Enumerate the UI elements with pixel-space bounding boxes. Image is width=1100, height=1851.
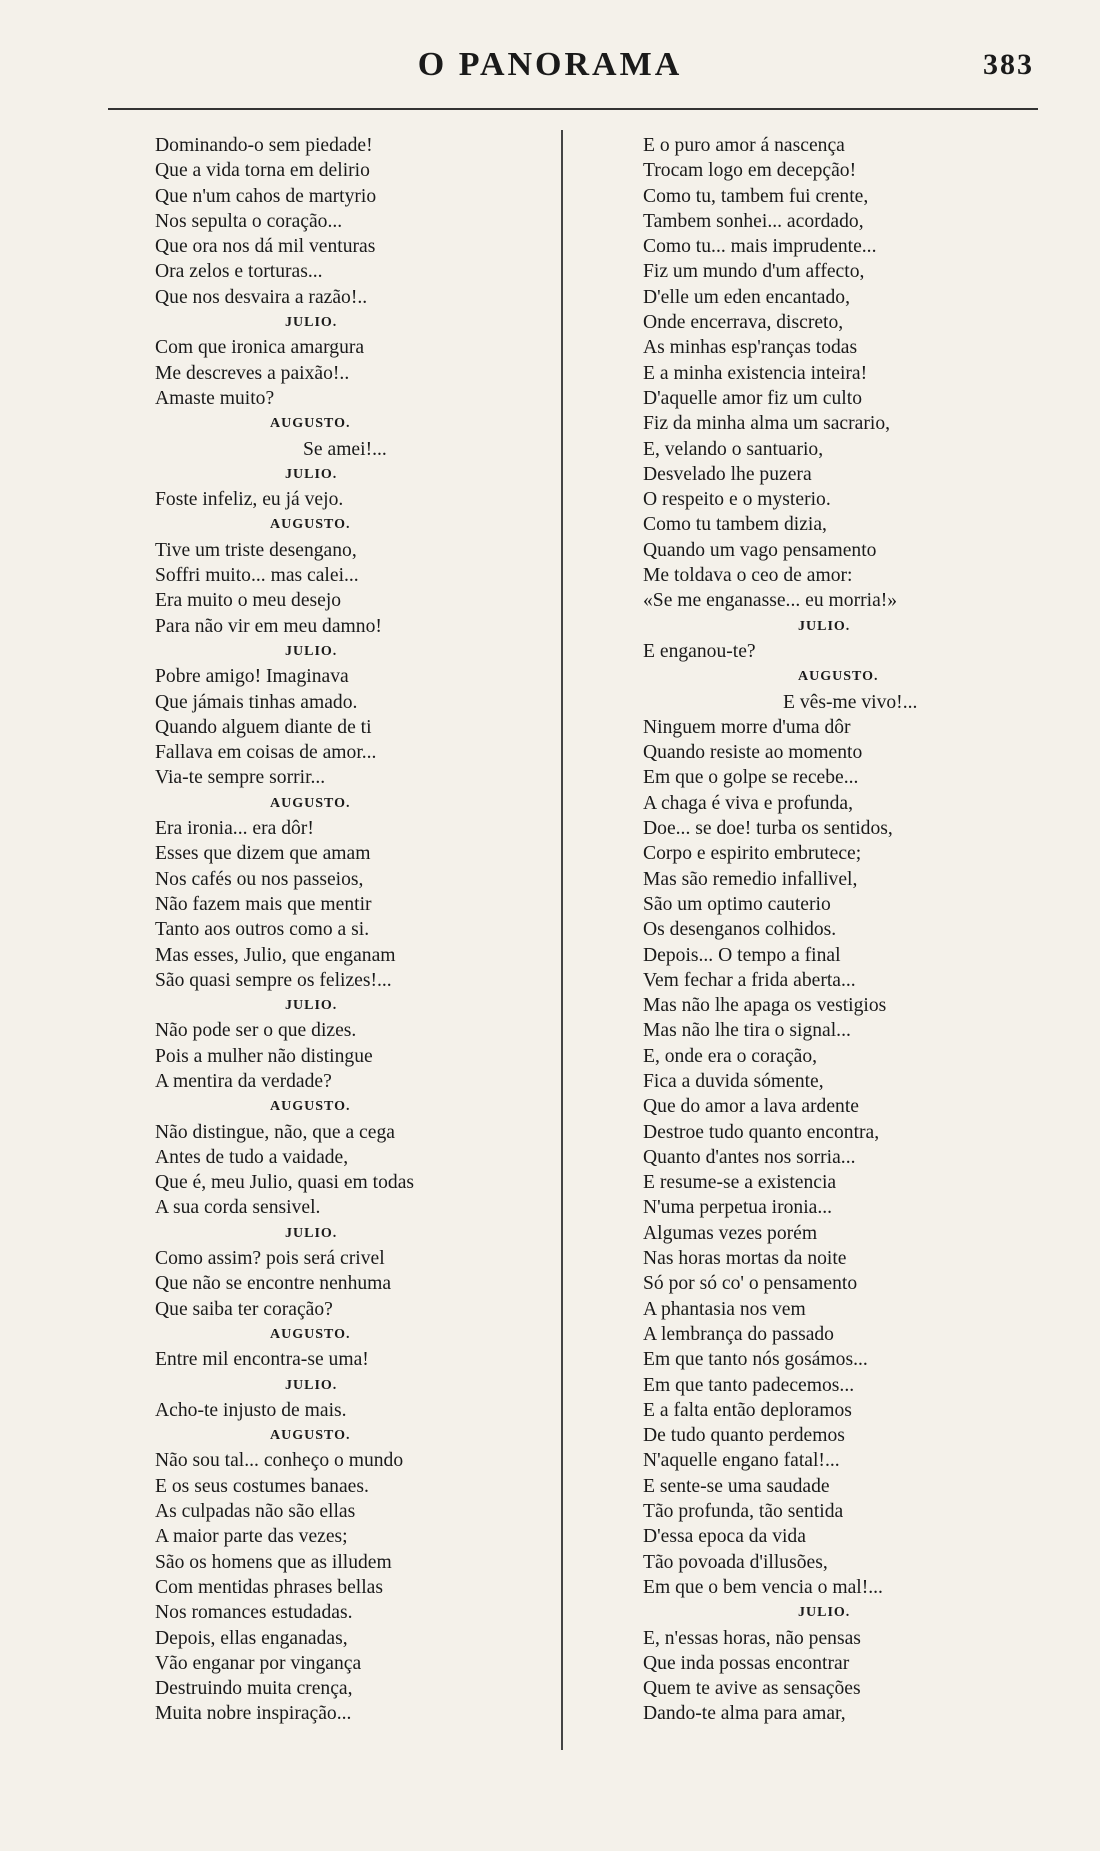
- verse-line: E, velando o santuario,: [643, 438, 824, 460]
- verse-line: Era muito o meu desejo: [155, 590, 342, 612]
- verse-line: Quando alguem diante de ti: [155, 716, 372, 738]
- speaker-label: AUGUSTO.: [270, 416, 351, 432]
- verse-line: Destroe tudo quanto encontra,: [643, 1121, 880, 1143]
- verse-line: Que saiba ter coração?: [155, 1298, 333, 1320]
- verse-line: Em que o bem vencia o mal!...: [643, 1576, 883, 1598]
- verse-line: Trocam logo em decepção!: [643, 160, 857, 182]
- verse-line: De tudo quanto perdemos: [643, 1425, 845, 1447]
- verse-line: Que é, meu Julio, quasi em todas: [155, 1172, 415, 1194]
- verse-line: Em que tanto nós gosámos...: [643, 1349, 868, 1371]
- verse-line: A lembrança do passado: [643, 1323, 834, 1345]
- verse-line: Dominando-o sem piedade!: [155, 135, 373, 156]
- verse-line: Os desenganos colhidos.: [643, 919, 837, 941]
- verse-line: Via-te sempre sorrir...: [155, 767, 326, 789]
- speaker-label: JULIO.: [285, 315, 338, 331]
- verse-line: E sente-se uma saudade: [643, 1475, 830, 1497]
- speaker-label: AUGUSTO.: [270, 1326, 351, 1342]
- speaker-label: JULIO.: [285, 466, 338, 482]
- verse-line: Mas esses, Julio, que enganam: [155, 944, 396, 966]
- verse-line: Que ora nos dá mil venturas: [155, 236, 376, 258]
- verse-line: Não distingue, não, que a cega: [155, 1121, 395, 1143]
- verse-line: Tão profunda, tão sentida: [643, 1501, 844, 1523]
- page-title: O PANORAMA: [417, 46, 683, 83]
- verse-line: As culpadas não são ellas: [155, 1501, 356, 1523]
- verse-line: Fiz da minha alma um sacrario,: [643, 413, 891, 435]
- column-divider: [561, 130, 563, 1750]
- verse-line: Quando um vago pensamento: [643, 539, 877, 561]
- verse-line: Como tu, tambem fui crente,: [643, 185, 869, 207]
- verse-line: Ninguem morre d'uma dôr: [643, 716, 851, 738]
- verse-line: Só por só co' o pensamento: [643, 1273, 858, 1295]
- speaker-label: AUGUSTO.: [270, 1428, 351, 1444]
- verse-line: Em que o golpe se recebe...: [643, 767, 859, 789]
- verse-line: Me toldava o ceo de amor:: [643, 565, 853, 587]
- verse-line: Acho-te injusto de mais.: [155, 1399, 347, 1421]
- verse-line: Soffri muito... mas calei...: [155, 565, 359, 587]
- verse-line: Doe... se doe! turba os sentidos,: [643, 818, 893, 840]
- verse-line: Com que ironica amargura: [155, 337, 365, 359]
- page-number: 383: [983, 48, 1034, 81]
- verse-line: N'uma perpetua ironia...: [643, 1197, 833, 1219]
- verse-line: Quem te avive as sensações: [643, 1678, 861, 1700]
- verse-line: Como tu... mais imprudente...: [643, 236, 877, 258]
- verse-line: Depois... O tempo a final: [643, 944, 841, 966]
- verse-line: O respeito e o mysterio.: [643, 489, 831, 511]
- verse-line: A sua corda sensivel.: [155, 1197, 321, 1219]
- speaker-label: AUGUSTO.: [270, 517, 351, 533]
- verse-line: Não sou tal... conheço o mundo: [155, 1450, 404, 1472]
- verse-line: Me descreves a paixão!..: [155, 362, 350, 384]
- verse-line: Desvelado lhe puzera: [643, 463, 812, 485]
- speaker-label: AUGUSTO.: [798, 669, 879, 685]
- verse-line: Que não se encontre nenhuma: [155, 1273, 392, 1295]
- verse-line: D'essa epoca da vida: [643, 1526, 806, 1548]
- header-rule: [108, 108, 1038, 110]
- verse-line: A maior parte das vezes;: [155, 1526, 348, 1548]
- verse-line: As minhas esp'ranças todas: [643, 337, 858, 359]
- verse-line: «Se me enganasse... eu morria!»: [643, 590, 898, 612]
- verse-line: Ora zelos e torturas...: [155, 261, 323, 283]
- verse-line: Não pode ser o que dizes.: [155, 1020, 357, 1042]
- verse-line: Corpo e espirito embrutece;: [643, 843, 862, 865]
- verse-line: Que inda possas encontrar: [643, 1652, 850, 1674]
- verse-line: Tive um triste desengano,: [155, 539, 357, 561]
- verse-line: Fica a duvida sómente,: [643, 1070, 824, 1092]
- verse-line: Quando resiste ao momento: [643, 742, 863, 764]
- verse-line: Para não vir em meu damno!: [155, 615, 382, 637]
- speaker-label: AUGUSTO.: [270, 795, 351, 811]
- verse-line: Não fazem mais que mentir: [155, 893, 372, 915]
- verse-line: Como tu tambem dizia,: [643, 514, 827, 536]
- verse-line: Que do amor a lava ardente: [643, 1096, 859, 1118]
- left-column: [155, 133, 555, 1727]
- speaker-label: JULIO.: [285, 1225, 338, 1241]
- verse-line: Era ironia... era dôr!: [155, 818, 314, 840]
- verse-line: Que nos desvaira a razão!..: [155, 286, 368, 308]
- verse-line: E a falta então deploramos: [643, 1399, 852, 1421]
- verse-line: D'elle um eden encantado,: [643, 286, 850, 308]
- verse-line: Tambem sonhei... acordado,: [643, 210, 864, 232]
- verse-line: Muita nobre inspiração...: [155, 1703, 352, 1725]
- verse-line: Em que tanto padecemos...: [643, 1374, 855, 1396]
- verse-line: Mas são remedio infallivel,: [643, 868, 858, 890]
- speaker-label: JULIO.: [285, 1377, 338, 1393]
- verse-line: Como assim? pois será crivel: [155, 1248, 385, 1270]
- verse-line: Depois, ellas enganadas,: [155, 1627, 348, 1649]
- verse-line: E enganou-te?: [643, 640, 756, 662]
- verse-line: Entre mil encontra-se uma!: [155, 1349, 369, 1371]
- right-column: [643, 133, 1073, 1727]
- speaker-label: JULIO.: [798, 618, 851, 634]
- verse-line: Nas horas mortas da noite: [643, 1248, 847, 1270]
- verse-line: A mentira da verdade?: [155, 1070, 332, 1092]
- verse-line: Que n'um cahos de martyrio: [155, 185, 377, 207]
- verse-line: Mas não lhe tira o signal...: [643, 1020, 851, 1042]
- verse-line: Pobre amigo! Imaginava: [155, 666, 349, 688]
- verse-line: Onde encerrava, discreto,: [643, 312, 844, 334]
- speaker-label: AUGUSTO.: [270, 1099, 351, 1115]
- speaker-label: JULIO.: [285, 643, 338, 659]
- verse-line: Destruindo muita crença,: [155, 1678, 353, 1700]
- verse-line: Fallava em coisas de amor...: [155, 742, 377, 764]
- verse-line: Nos cafés ou nos passeios,: [155, 868, 364, 890]
- verse-line: E os seus costumes banaes.: [155, 1475, 369, 1497]
- verse-line: Se amei!...: [303, 438, 387, 460]
- verse-line: Tanto aos outros como a si.: [155, 919, 370, 941]
- verse-line: Foste infeliz, eu já vejo.: [155, 489, 344, 511]
- verse-line: Vem fechar a frida aberta...: [643, 969, 856, 991]
- verse-line: Que a vida torna em delirio: [155, 160, 370, 182]
- verse-line: D'aquelle amor fiz um culto: [643, 387, 862, 409]
- verse-line: Fiz um mundo d'um affecto,: [643, 261, 865, 283]
- verse-line: Quanto d'antes nos sorria...: [643, 1146, 856, 1168]
- verse-line: São os homens que as illudem: [155, 1551, 392, 1573]
- speaker-label: JULIO.: [285, 998, 338, 1014]
- verse-line: N'aquelle engano fatal!...: [643, 1450, 840, 1472]
- verse-line: Antes de tudo a vaidade,: [155, 1146, 349, 1168]
- verse-line: Amaste muito?: [155, 387, 275, 409]
- verse-line: São quasi sempre os felizes!...: [155, 969, 392, 991]
- verse-line: E vês-me vivo!...: [783, 691, 918, 713]
- verse-line: São um optimo cauterio: [643, 893, 831, 915]
- speaker-label: JULIO.: [798, 1605, 851, 1621]
- verse-line: A chaga é viva e profunda,: [643, 792, 854, 814]
- verse-line: E, n'essas horas, não pensas: [643, 1627, 861, 1649]
- verse-line: E resume-se a existencia: [643, 1172, 837, 1194]
- verse-line: Que jámais tinhas amado.: [155, 691, 358, 713]
- verse-line: Esses que dizem que amam: [155, 843, 371, 865]
- verse-line: Nos sepulta o coração...: [155, 210, 343, 232]
- verse-line: Dando-te alma para amar,: [643, 1703, 846, 1725]
- verse-line: E, onde era o coração,: [643, 1045, 818, 1067]
- verse-line: Nos romances estudadas.: [155, 1602, 353, 1624]
- verse-line: Algumas vezes porém: [643, 1222, 818, 1244]
- page-header: [0, 46, 1100, 86]
- verse-line: Mas não lhe apaga os vestigios: [643, 995, 887, 1017]
- verse-line: E o puro amor á nascença: [643, 135, 845, 156]
- verse-line: A phantasia nos vem: [643, 1298, 806, 1320]
- verse-line: Pois a mulher não distingue: [155, 1045, 373, 1067]
- verse-line: Com mentidas phrases bellas: [155, 1576, 384, 1598]
- verse-line: E a minha existencia inteira!: [643, 362, 868, 384]
- verse-line: Tão povoada d'illusões,: [643, 1551, 828, 1573]
- verse-line: Vão enganar por vingança: [155, 1652, 362, 1674]
